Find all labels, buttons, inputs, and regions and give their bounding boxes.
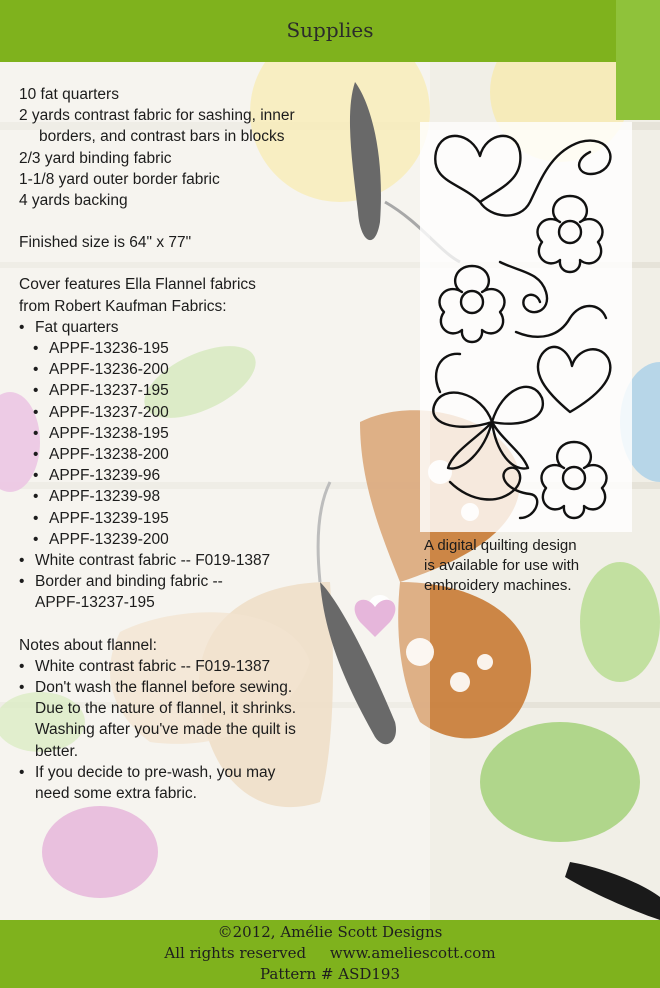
- note-item: [19, 656, 419, 677]
- copyright: ©2012, Amélie Scott Designs: [217, 923, 443, 941]
- fabric-code: • APPF-13239-96: [19, 465, 419, 486]
- fabric-code: • APPF-13239-98: [19, 486, 419, 507]
- border-binding-line: • Border and binding fabric --: [35, 573, 223, 591]
- cover-intro: from Robert Kaufman Fabrics:: [19, 297, 227, 315]
- note-item: [19, 677, 419, 762]
- design-caption-line: A digital quilting design: [424, 537, 577, 554]
- fabric-code: • APPF-13239-200: [19, 529, 419, 550]
- notes-heading: Notes about flannel:: [19, 636, 157, 654]
- note-line: Due to the nature of flannel, it shrinks.: [35, 700, 297, 718]
- border-binding-fabric: [19, 571, 419, 613]
- supply-item: 10 fat quarters: [19, 86, 119, 103]
- fabric-code: • APPF-13236-200: [19, 359, 419, 380]
- fabric-code: • APPF-13238-200: [19, 444, 419, 465]
- notes-list: [19, 656, 419, 804]
- note-line: need some extra fabric.: [35, 785, 197, 803]
- fabric-code: • APPF-13237-195: [19, 380, 419, 401]
- supply-item: 4 yards backing: [19, 192, 128, 210]
- supplies-content: [19, 84, 419, 804]
- finished-size: Finished size is 64" x 77": [19, 234, 192, 252]
- white-contrast-fabric: • White contrast fabric -- F019-1387: [19, 550, 419, 571]
- note-line: • If you decide to pre-wash, you may: [35, 763, 276, 781]
- border-binding-code: APPF-13237-195: [35, 594, 155, 612]
- supply-item: 1-1/8 yard outer border fabric: [19, 170, 220, 188]
- design-caption: [424, 536, 634, 596]
- pattern-number: Pattern # ASD193: [260, 965, 400, 983]
- fabric-code: • APPF-13238-195: [19, 423, 419, 444]
- supply-item: 2/3 yard binding fabric: [19, 149, 172, 167]
- note-line: Washing after you've made the quilt is: [35, 721, 296, 739]
- cover-intro: Cover features Ella Flannel fabrics: [19, 276, 256, 294]
- note-line: • Don't wash the flannel before sewing.: [35, 679, 293, 697]
- note-line: better.: [35, 742, 79, 760]
- supply-item-continued: borders, and contrast bars in blocks: [39, 128, 285, 146]
- footer: [0, 922, 660, 985]
- cover-fabric-list: [19, 317, 419, 614]
- note-line: • White contrast fabric -- F019-1387: [35, 657, 271, 675]
- design-caption-line: is available for use with: [424, 557, 580, 574]
- design-caption-line: embroidery machines.: [424, 577, 572, 594]
- quilting-design-icon: [420, 122, 632, 532]
- quilting-design-panel: [420, 122, 632, 532]
- fabric-code: • APPF-13237-200: [19, 402, 419, 423]
- fat-quarters-label: • Fat quarters: [19, 317, 419, 338]
- page-title: Supplies: [286, 18, 374, 42]
- rights-and-website: All rights reserved www.ameliescott.com: [164, 944, 496, 962]
- supply-item: 2 yards contrast fabric for sashing, inner: [19, 107, 295, 125]
- fabric-code: • APPF-13236-195: [19, 338, 419, 359]
- fabric-code: • APPF-13239-195: [19, 508, 419, 529]
- note-item: [19, 762, 419, 804]
